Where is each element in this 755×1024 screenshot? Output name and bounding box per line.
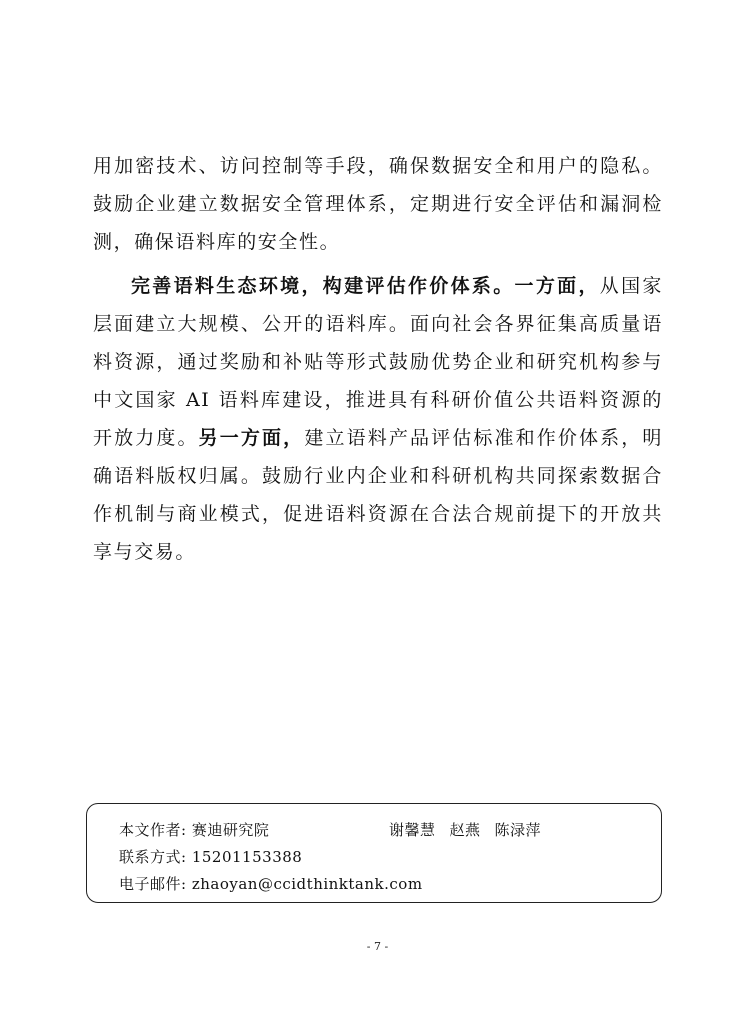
contact-line [119, 847, 302, 867]
email-line [119, 874, 423, 894]
email-value: zhaoyan@ccidthinktank.com [191, 875, 423, 893]
author-label: 本文作者: [119, 821, 187, 839]
paragraph-text: 从国家层面建立大规模、公开的语料库。面向社会各界征集高质量语料资源，通过奖励和补贴等形式鼓励优势企业和研究机构参与中文国家 AI 语料库建设，推进具有科研价值公共语料资源的开放力度。 [93, 275, 663, 449]
author-info-box [86, 803, 662, 903]
paragraph-heading-bold: 完善语料生态环境，构建评估作价体系。一方面， [131, 275, 600, 297]
author-names [389, 820, 555, 840]
email-label: 电子邮件: [119, 875, 187, 893]
author-name: 谢馨慧 [389, 821, 436, 839]
contact-label: 联系方式: [119, 848, 187, 866]
contact-value: 15201153388 [191, 848, 303, 866]
author-name: 陈渌萍 [494, 821, 542, 839]
author-name: 赵燕 [449, 821, 481, 839]
paragraph-text: 用加密技术、访问控制等手段，确保数据安全和用户的隐私。鼓励企业建立数据安全管理体系，定期进行安全评估和漏洞检测，确保语料库的安全性。 [93, 155, 663, 253]
paragraph-data-security [93, 147, 663, 261]
author-org: 赛迪研究院 [191, 821, 270, 839]
page-number: - 7 - [366, 940, 389, 953]
paragraph-text: 建立语料产品评估标准和作价体系，明确语料版权归属。鼓励行业内企业和科研机构共同探索数据合作机制与商业模式，促进语料资源在合法合规前提下的开放共享与交易。 [93, 427, 663, 563]
author-line [119, 820, 542, 840]
paragraph-corpus-ecosystem [93, 267, 663, 571]
paragraph-subheading-bold: 另一方面， [198, 427, 305, 449]
